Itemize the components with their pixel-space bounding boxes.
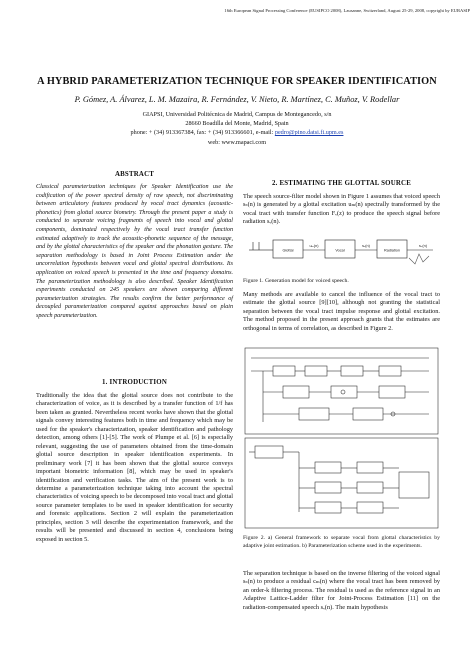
- figure-2-caption: Figure 2. a) General framework to separate vocal from glottal characteristics by adaptive joint estimation. b) Parameterization scheme used in the experiments.: [243, 535, 440, 549]
- affiliation-block: [20, 110, 454, 147]
- conference-header: 16th European Signal Processing Conference (EUSIPCO 2008), Lausanne, Switzerland, August 25-29, 2008, copyright by EURASIP: [224, 8, 470, 13]
- affiliation-web: web: www.mapaci.com: [207, 138, 267, 146]
- fig1-label-radiation: Radiation: [383, 248, 401, 253]
- affiliation-group: GIAPSI, Universidad Politécnica de Madrid, Campus de Montegancedo, s/n: [142, 111, 332, 118]
- abstract-text: Classical parameterization techniques for Speaker Identification use the codification of the power spectral density of raw speech, not discriminating between articulatory features produced by vocal tract dynamics (acoustic-phonetics) from glottal source biometry. Through the present paper a study is conducted to separate voicing fragments of speech into vocal and glottal components, dominated respectively by the vocal tract transfer function estimated adaptively to track the acoustic-phonetic sequence of the message, and by the glottal characteristics of the speaker and the phonation gesture. The separation methodology is based in Joint Process Estimation under the uncorrelation hypothesis between vocal and glottal spectral distributions. Its application on voiced speech is presented in the time and frequency domains. The parameterization methodology is also described. Speaker Identification experiments conducted on 245 speakers are shown comparing different parameterization strategies. The results confirm the better performance of decoupled parameterization compared against approaches based on plain speech parameterization.: [36, 184, 233, 319]
- author-list: P. Gómez, A. Álvarez, L. M. Mazaira, R. Fernández, V. Nieto, R. Martínez, C. Muñoz, V. Rodellar: [74, 95, 400, 104]
- section-2-paragraph-3: The separation technique is based on the inverse filtering of the voiced signal sₛ(n) to produce a residual cₘ(n) where the vocal tract has been removed by an order-k filtering process. The residual is used as the reference signal in an Adaptive Lattice-Ladder filter for Joint-Process Estimation [11] on the radiation-compensated speech sᵥ(n). The main hypothesis: [243, 570, 440, 611]
- fig1-label-vocal: Vocal: [335, 248, 345, 253]
- abstract-heading: ABSTRACT: [114, 171, 155, 178]
- contact-phone-fax: phone: + (34) 913367384, fax: + (34) 913366601, e-mail:: [130, 129, 275, 137]
- figure-1-diagram: [243, 228, 440, 274]
- section-2-paragraph-2: Many methods are available to cancel the influence of the vocal tract to estimate the glottal source [9][10], although not granting the statistical separation between the vocal tract impulse response and glottal excitation. The method proposed in the present approach grants that the estimates are orthogonal in terms of correlation, as described in Figure 2.: [243, 291, 440, 332]
- fig1-signal-um: uₘ(n): [309, 244, 319, 248]
- figure-1-caption: Figure 1. Generation model for voiced speech.: [243, 278, 349, 284]
- section-1-text: Traditionally the idea that the glottal source does not contribute to the characterization of voice, as it is described by a transfer function of 1/f has been taken as granted. Nevertheless recent works have shown that the glottal signals convey interesting features both in time and frequency which may be used for the speaker's characterization, speaker identification and pathology detection, among others [1]-[5]. The work of Plumpe et al. [6] is especially relevant, suggesting the use of parameters obtained from the time-domain glottal source description in speaker identification experiments. In preliminary work [7] it has been shown that the glottal source conveys important biometric information [8], which may be used in speaker's identification and verification tasks. The aim of the present work is to determine a parameterization technique taking into account the spectral characteristics of voicing speech to be decomposed into vocal tract and glottal source parameter templates to be used in speaker identification for security and forensic applications. Section 2 will explain the parameterization principles, section 3 will describe the experimentation framework, and the results will be presented and discussed in section 4, conclusions being exposed in section 5.: [36, 392, 233, 543]
- section-1-heading: 1. INTRODUCTION: [101, 379, 168, 386]
- fig1-signal-ss: sₛ(n): [419, 244, 427, 248]
- section-2-paragraph-1: The speech source-filter model shown in Figure 1 assumes that voiced speech sₛ(n) is generated by a glottal excitation uₘ(n) spectrally transformed by the vocal tract with transfer function Fᵥ(z) to produce the speech signal before radiation sᵥ(n).: [243, 193, 440, 226]
- paper-title: A HYBRID PARAMETERIZATION TECHNIQUE FOR SPEAKER IDENTIFICATION: [37, 76, 437, 87]
- affiliation-contact: [20, 128, 454, 137]
- section-2-heading: 2. ESTIMATING THE GLOTTAL SOURCE: [271, 180, 412, 187]
- email-link[interactable]: pedro@pino.datsi.fi.upm.es: [274, 129, 344, 137]
- affiliation-address: 28660 Boadilla del Monte, Madrid, Spain: [185, 120, 289, 128]
- fig1-signal-sv: sᵥ(n): [362, 244, 370, 248]
- fig1-label-glottal: Glottal: [282, 248, 294, 253]
- figure-2-diagram: [243, 346, 440, 530]
